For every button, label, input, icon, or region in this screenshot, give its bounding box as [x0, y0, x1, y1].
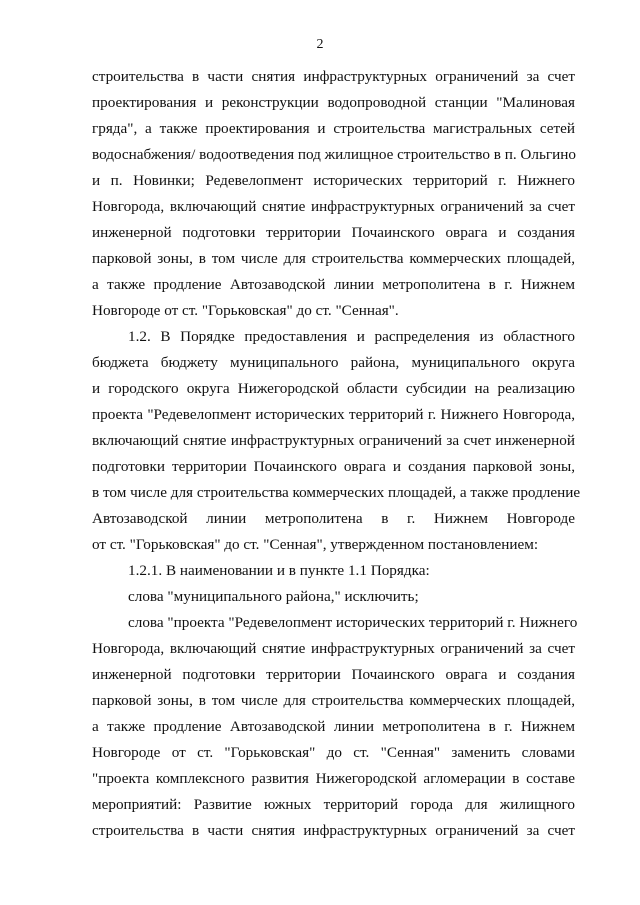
text-line: "проекта комплексного развития Нижегородской агломерации в составе	[92, 770, 575, 787]
text-line: проектирования и реконструкции водопроводной станции "Малиновая	[92, 94, 575, 111]
text-line: водоснабжения/ водоотведения под жилищное строительство в п. Ольгино	[92, 146, 576, 163]
text-line: Новгороде от ст. "Горьковская" до ст. "Сенная".	[92, 302, 399, 319]
text-line: инженерной подготовки территории Почаинского оврага и создания	[92, 224, 575, 241]
text-line: проекта "Редевелопмент исторических территорий г. Нижнего Новгорода,	[92, 406, 575, 423]
text-line: от ст. "Горьковская" до ст. "Сенная", утвержденном постановлением:	[92, 536, 539, 553]
text-line: 1.2.1. В наименовании и в пункте 1.1 Порядка:	[128, 562, 430, 579]
text-line: слова "муниципального района," исключить;	[128, 588, 419, 605]
text-line: гряда", а также проектирования и строительства магистральных сетей	[92, 120, 575, 137]
text-line: и городского округа Нижегородской области субсидии на реализацию	[92, 380, 575, 397]
text-line: а также продление Автозаводской линии метрополитена в г. Нижнем	[92, 718, 575, 735]
text-line: а также продление Автозаводской линии метрополитена в г. Нижнем	[92, 276, 575, 293]
text-line: 1.2. В Порядке предоставления и распределения из областного	[128, 328, 575, 345]
text-line: Автозаводской линии метрополитена в г. Нижнем Новгороде	[92, 510, 575, 527]
text-line: подготовки территории Почаинского оврага и создания парковой зоны,	[92, 458, 575, 475]
text-line: инженерной подготовки территории Почаинского оврага и создания	[92, 666, 575, 683]
text-line: парковой зоны, в том числе для строительства коммерческих площадей,	[92, 692, 575, 709]
text-line: Новгорода, включающий снятие инфраструктурных ограничений за счет	[92, 640, 575, 657]
page-number: 2	[316, 37, 324, 52]
text-line: строительства в части снятия инфраструктурных ограничений за счет	[92, 822, 575, 839]
text-line: слова "проекта "Редевелопмент исторических территорий г. Нижнего	[128, 614, 578, 631]
text-line: Новгороде от ст. "Горьковская" до ст. "Сенная" заменить словами	[92, 744, 575, 761]
text-line: строительства в части снятия инфраструктурных ограничений за счет	[92, 68, 575, 85]
text-line: и п. Новинки; Редевелопмент исторических территорий г. Нижнего	[92, 172, 575, 189]
text-line: бюджета бюджету муниципального района, муниципального округа	[92, 354, 575, 371]
document-body	[92, 64, 581, 844]
text-line: парковой зоны, в том числе для строительства коммерческих площадей,	[92, 250, 575, 267]
text-line: мероприятий: Развитие южных территорий города для жилищного	[92, 796, 575, 813]
text-line: в том числе для строительства коммерческих площадей, а также продление	[92, 484, 581, 501]
text-line: Новгорода, включающий снятие инфраструктурных ограничений за счет	[92, 198, 575, 215]
text-line: включающий снятие инфраструктурных ограничений за счет инженерной	[92, 432, 575, 449]
